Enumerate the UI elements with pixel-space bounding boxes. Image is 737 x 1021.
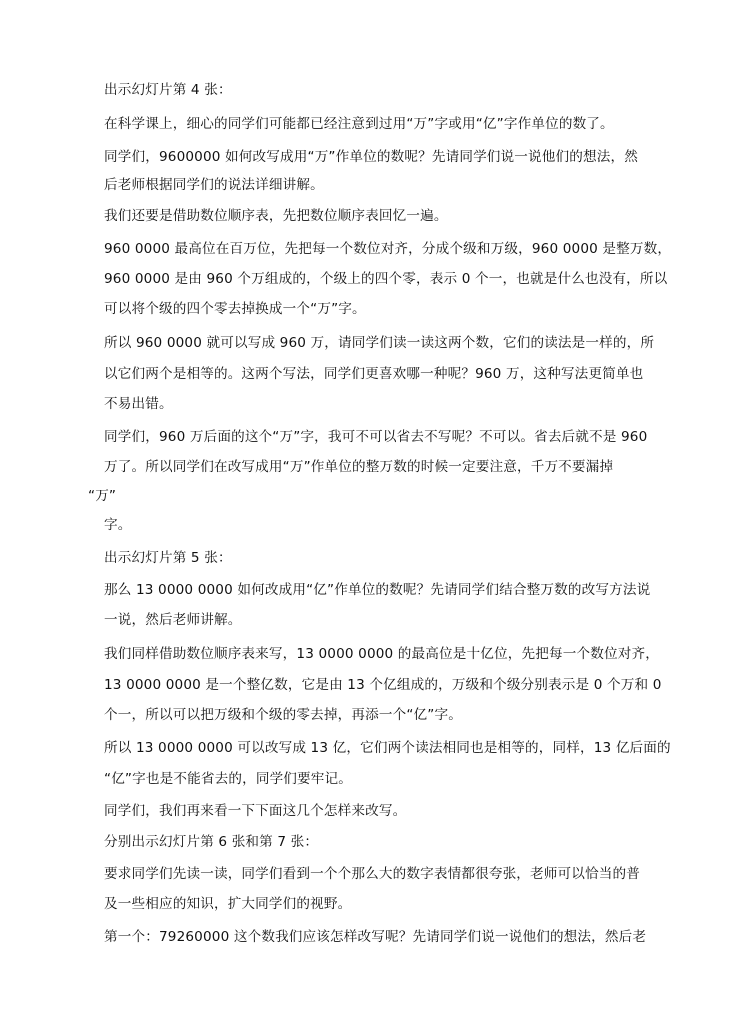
text-line: 及一些相应的知识，扩大同学们的视野。 (104, 896, 352, 912)
text-line: 所以 960 0000 就可以写成 960 万，请同学们读一读这两个数，它们的读法是一样的，所 (104, 335, 655, 351)
text-line: 我们还要是借助数位顺序表，先把数位顺序表回忆一遍。 (104, 208, 448, 224)
text-line: “亿”字也是不能省去的，同学们要牢记。 (104, 771, 353, 787)
text-line: 同学们，我们再来看一下下面这几个怎样来改写。 (104, 803, 407, 819)
text-line: 个一，所以可以把万级和个级的零去掉，再添一个“亿”字。 (104, 707, 462, 723)
text-line: 万了。所以同学们在改写成用“万”作单位的整万数的时候一定要注意，千万不要漏掉 (104, 459, 614, 475)
text-line: 第一个：79260000 这个数我们应该怎样改写呢？先请同学们说一说他们的想法，然后老 (104, 929, 647, 945)
text-line: 分别出示幻灯片第 6 张和第 7 张： (104, 834, 319, 850)
text-line: 出示幻灯片第 5 张： (104, 550, 232, 566)
text-line: 出示幻灯片第 4 张： (104, 82, 232, 98)
text-line: 不易出错。 (104, 396, 173, 412)
text-line: 960 0000 是由 960 个万组成的，个级上的四个零，表示 0 个一，也就是什么也没有，所以 (104, 271, 668, 287)
text-line: 所以 13 0000 0000 可以改写成 13 亿，它们两个读法相同也是相等的，同样，13 亿后面的 (104, 740, 671, 756)
text-line: 960 0000 最高位在百万位，先把每一个数位对齐，分成个级和万级，960 0000 是整万数， (104, 241, 672, 257)
text-line: 我们同样借助数位顺序表来写，13 0000 0000 的最高位是十亿位，先把每一个数位对齐， (104, 646, 659, 662)
text-line: 同学们，9600000 如何改写成用“万”作单位的数呢？先请同学们说一说他们的想法，然 (104, 149, 638, 165)
text-line: 在科学课上，细心的同学们可能都已经注意到过用“万”字或用“亿”字作单位的数了。 (104, 116, 614, 132)
text-line: 字。 (104, 517, 132, 533)
text-line: 可以将个级的四个零去掉换成一个“万”字。 (104, 301, 366, 317)
text-line: 一说，然后老师讲解。 (104, 612, 242, 628)
text-line: 以它们两个是相等的。这两个写法，同学们更喜欢哪一种呢？960 万，这种写法更简单也 (104, 366, 644, 382)
text-line: 后老师根据同学们的说法详细讲解。 (104, 177, 324, 193)
text-line: 那么 13 0000 0000 如何改成用“亿”作单位的数呢？先请同学们结合整万数的改写方法说 (104, 582, 651, 598)
text-line: 要求同学们先读一读，同学们看到一个个那么大的数字表情都很夸张，老师可以恰当的普 (104, 866, 641, 882)
text-line: 13 0000 0000 是一个整亿数，它是由 13 个亿组成的，万级和个级分别表示是 0 个万和 0 (104, 677, 662, 693)
text-line: “万” (88, 488, 117, 504)
text-line: 同学们，960 万后面的这个“万”字，我可不可以省去不写呢？不可以。省去后就不是 960 (104, 429, 648, 445)
